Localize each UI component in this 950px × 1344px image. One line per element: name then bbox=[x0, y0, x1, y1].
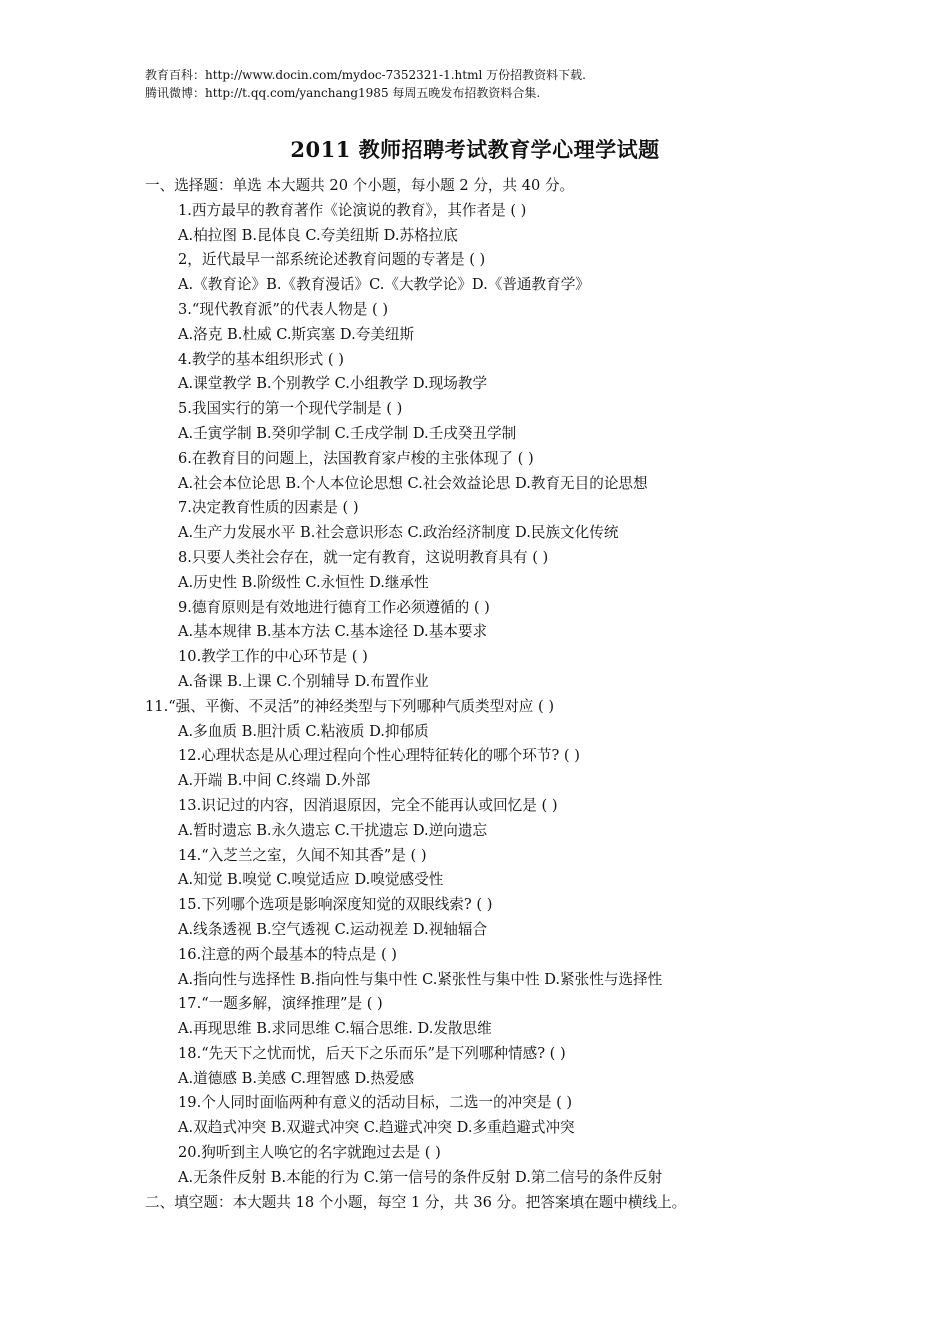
exam-body bbox=[145, 174, 905, 1215]
question-5: 5.我国实行的第一个现代学制是 ( ) bbox=[178, 400, 403, 418]
options-15: A.线条透视 B.空气透视 C.运动视差 D.视轴辐合 bbox=[178, 920, 488, 938]
options-1: A.柏拉图 B.昆体良 C.夸美纽斯 D.苏格拉底 bbox=[178, 226, 458, 244]
section-heading-choice: 一、选择题：单选 本大题共 20 个小题，每小题 2 分，共 40 分。 bbox=[145, 177, 575, 194]
options-5: A.壬寅学制 B.癸卯学制 C.壬戌学制 D.壬戌癸丑学制 bbox=[178, 424, 517, 442]
options-18: A.道德感 B.美感 C.理智感 D.热爱感 bbox=[178, 1069, 415, 1087]
question-11: 11.“强、平衡、不灵活”的神经类型与下列哪种气质类型对应 ( ) bbox=[145, 697, 555, 715]
question-8: 8.只要人类社会存在，就一定有教育，这说明教育具有 ( ) bbox=[178, 548, 549, 566]
question-17: 17.“一题多解，演绎推理”是 ( ) bbox=[178, 995, 383, 1013]
options-7: A.生产力发展水平 B.社会意识形态 C.政治经济制度 D.民族文化传统 bbox=[178, 524, 619, 542]
question-1: 1.西方最早的教育著作《论演说的教育》，其作者是 ( ) bbox=[178, 201, 527, 219]
question-10: 10.教学工作的中心环节是 ( ) bbox=[178, 648, 368, 666]
options-2: A.《教育论》B.《教育漫话》C.《大教学论》D.《普通教育学》 bbox=[178, 276, 590, 294]
question-4: 4.教学的基本组织形式 ( ) bbox=[178, 350, 344, 368]
options-3: A.洛克 B.杜威 C.斯宾塞 D.夸美纽斯 bbox=[178, 325, 415, 343]
options-11: A.多血质 B.胆汁质 C.粘液质 D.抑郁质 bbox=[178, 722, 429, 740]
question-2: 2，近代最早一部系统论述教育问题的专著是 ( ) bbox=[178, 251, 486, 269]
question-list bbox=[145, 199, 905, 1191]
options-13: A.暂时遗忘 B.永久遗忘 C.干扰遗忘 D.逆向遗忘 bbox=[178, 821, 488, 839]
options-16: A.指向性与选择性 B.指向性与集中性 C.紧张性与集中性 D.紧张性与选择性 bbox=[178, 970, 663, 988]
question-13: 13.识记过的内容，因消退原因，完全不能再认或回忆是 ( ) bbox=[178, 796, 558, 814]
question-16: 16.注意的两个最基本的特点是 ( ) bbox=[178, 945, 397, 963]
question-20: 20.狗听到主人唤它的名字就跑过去是 ( ) bbox=[178, 1144, 441, 1162]
question-3: 3.“现代教育派”的代表人物是 ( ) bbox=[178, 300, 389, 318]
question-19: 19.个人同时面临两种有意义的活动目标，二选一的冲突是 ( ) bbox=[178, 1094, 573, 1112]
options-14: A.知觉 B.嗅觉 C.嗅觉适应 D.嗅觉感受性 bbox=[178, 871, 444, 889]
question-14: 14.“入芝兰之室，久闻不知其香”是 ( ) bbox=[178, 846, 427, 864]
page-title: 2011 教师招聘考试教育学心理学试题 bbox=[290, 137, 660, 162]
options-17: A.再现思维 B.求同思维 C.辐合思维. D.发散思维 bbox=[178, 1020, 492, 1038]
question-6: 6.在教育目的问题上，法国教育家卢梭的主张体现了 ( ) bbox=[178, 449, 534, 467]
options-6: A.社会本位论思 B.个人本位论思想 C.社会效益论思 D.教育无目的论思想 bbox=[178, 474, 648, 492]
question-12: 12.心理状态是从心理过程向个性心理特征转化的哪个环节? ( ) bbox=[178, 747, 580, 765]
options-19: A.双趋式冲突 B.双避式冲突 C.趋避式冲突 D.多重趋避式冲突 bbox=[178, 1119, 575, 1137]
options-4: A.课堂教学 B.个别教学 C.小组教学 D.现场教学 bbox=[178, 375, 488, 393]
header-line-weibo: 腾讯微博：http://t.qq.com/yanchang1985 每周五晚发布招教资料合集. bbox=[145, 86, 541, 100]
question-7: 7.决定教育性质的因素是 ( ) bbox=[178, 499, 359, 517]
question-18: 18.“先天下之忧而忧，后天下之乐而乐”是下列哪种情感? ( ) bbox=[178, 1044, 566, 1062]
section-heading-fill: 二、填空题：本大题共 18 个小题，每空 1 分，共 36 分。把答案填在题中横线上。 bbox=[145, 1193, 687, 1211]
question-9: 9.德育原则是有效地进行德育工作必须遵循的 ( ) bbox=[178, 598, 490, 616]
options-9: A.基本规律 B.基本方法 C.基本途径 D.基本要求 bbox=[178, 623, 488, 641]
question-15: 15.下列哪个选项是影响深度知觉的双眼线索? ( ) bbox=[178, 896, 493, 914]
options-20: A.无条件反射 B.本能的行为 C.第一信号的条件反射 D.第二信号的条件反射 bbox=[178, 1168, 663, 1186]
header-line-docin: 教育百科：http://www.docin.com/mydoc-7352321-1.html 万份招教资料下载. bbox=[145, 68, 586, 82]
options-10: A.备课 B.上课 C.个别辅导 D.布置作业 bbox=[178, 672, 429, 690]
document-header bbox=[145, 66, 586, 102]
options-8: A.历史性 B.阶级性 C.永恒性 D.继承性 bbox=[178, 573, 429, 591]
options-12: A.开端 B.中间 C.终端 D.外部 bbox=[178, 772, 371, 790]
